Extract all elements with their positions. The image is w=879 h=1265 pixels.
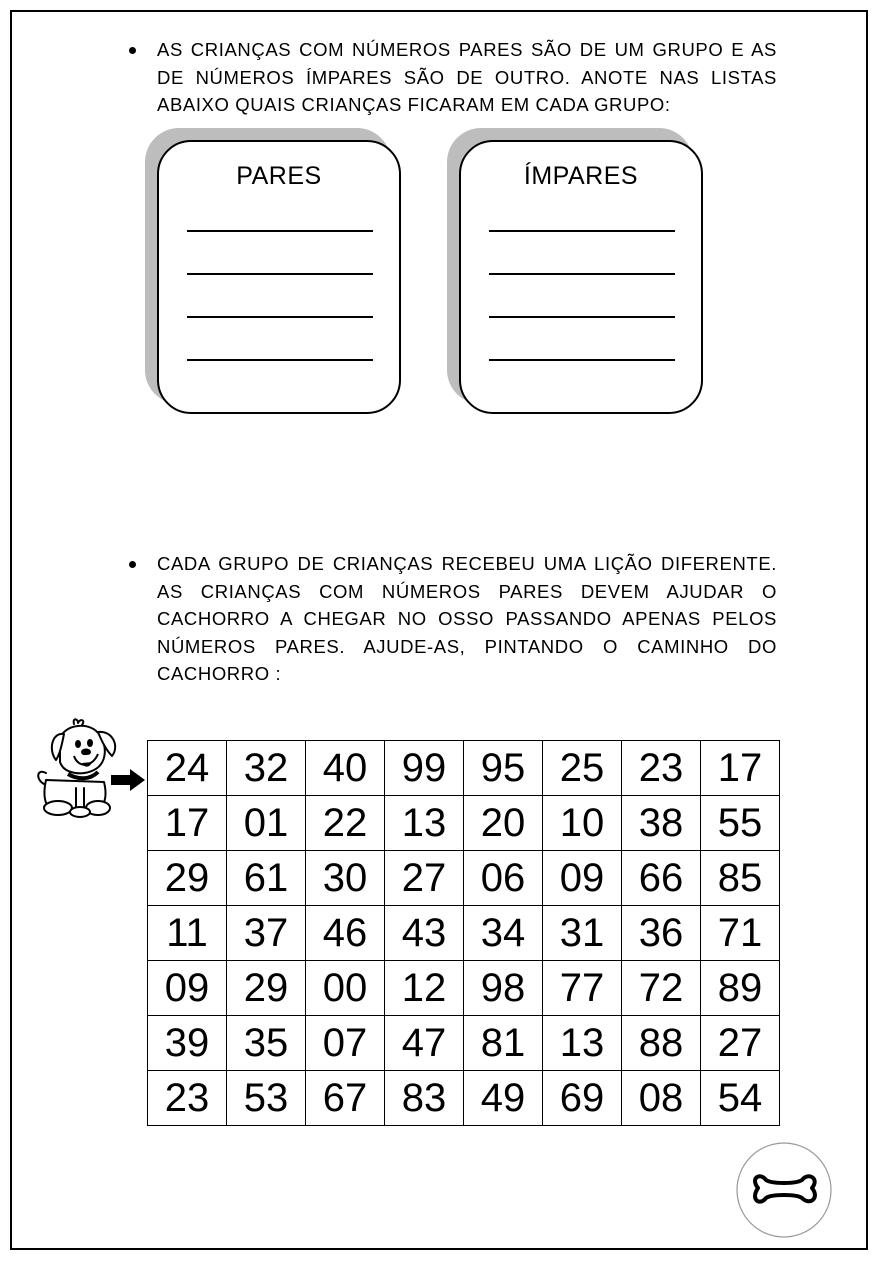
instruction-1 — [157, 36, 777, 119]
answer-line[interactable] — [489, 273, 675, 275]
odd-list-title: ÍMPARES — [523, 162, 639, 190]
maze-cell[interactable]: 08 — [622, 1071, 701, 1126]
maze-cell[interactable]: 27 — [701, 1016, 780, 1071]
instruction-1-text: AS CRIANÇAS COM NÚMEROS PARES SÃO DE UM GRUPO E AS DE NÚMEROS ÍMPARES SÃO DE OUTRO. ANOTE NAS LISTAS ABAIXO QUAIS CRIANÇAS FICARAM EM CADA GRUPO: — [157, 39, 777, 115]
maze-cell[interactable]: 54 — [701, 1071, 780, 1126]
maze-cell[interactable]: 23 — [148, 1071, 227, 1126]
bone-icon — [736, 1140, 836, 1240]
maze-cell[interactable]: 25 — [543, 741, 622, 796]
maze-cell[interactable]: 71 — [701, 906, 780, 961]
maze-cell[interactable]: 61 — [227, 851, 306, 906]
answer-line[interactable] — [187, 316, 373, 318]
maze-row — [148, 796, 780, 851]
number-maze — [147, 740, 780, 1126]
maze-cell[interactable]: 29 — [227, 961, 306, 1016]
maze-cell[interactable]: 29 — [148, 851, 227, 906]
maze-cell[interactable]: 24 — [148, 741, 227, 796]
maze-cell[interactable]: 39 — [148, 1016, 227, 1071]
bullet-icon — [129, 47, 136, 54]
maze-cell[interactable]: 69 — [543, 1071, 622, 1126]
maze-cell[interactable]: 88 — [622, 1016, 701, 1071]
maze-cell[interactable]: 22 — [306, 796, 385, 851]
maze-cell[interactable]: 17 — [148, 796, 227, 851]
even-list-box — [157, 140, 417, 430]
maze-cell[interactable]: 55 — [701, 796, 780, 851]
maze-cell[interactable]: 09 — [148, 961, 227, 1016]
maze-row — [148, 1016, 780, 1071]
maze-cell[interactable]: 13 — [543, 1016, 622, 1071]
maze-cell[interactable]: 30 — [306, 851, 385, 906]
maze-row — [148, 906, 780, 961]
instruction-2-text: CADA GRUPO DE CRIANÇAS RECEBEU UMA LIÇÃO DIFERENTE. AS CRIANÇAS COM NÚMEROS PARES DEVEM AJUDAR O CACHORRO A CHEGAR NO OSSO PASSANDO APENAS PELOS NÚMEROS PARES. AJUDE-AS, PINTANDO O CAMINHO DO CACHORRO : — [157, 553, 777, 684]
answer-line[interactable] — [187, 359, 373, 361]
maze-cell[interactable]: 98 — [464, 961, 543, 1016]
maze-cell[interactable]: 06 — [464, 851, 543, 906]
maze-cell[interactable]: 37 — [227, 906, 306, 961]
maze-row — [148, 851, 780, 906]
maze-cell[interactable]: 83 — [385, 1071, 464, 1126]
maze-cell[interactable]: 38 — [622, 796, 701, 851]
maze-cell[interactable]: 35 — [227, 1016, 306, 1071]
maze-cell[interactable]: 72 — [622, 961, 701, 1016]
maze-cell[interactable]: 12 — [385, 961, 464, 1016]
maze-cell[interactable]: 23 — [622, 741, 701, 796]
maze-cell[interactable]: 67 — [306, 1071, 385, 1126]
even-list-title: PARES — [236, 162, 322, 190]
maze-cell[interactable]: 13 — [385, 796, 464, 851]
dog-icon — [34, 718, 120, 818]
bullet-icon — [129, 561, 136, 568]
answer-line[interactable] — [187, 230, 373, 232]
answer-line[interactable] — [489, 359, 675, 361]
maze-cell[interactable]: 40 — [306, 741, 385, 796]
arrow-right-icon — [110, 768, 146, 792]
answer-line[interactable] — [187, 273, 373, 275]
maze-cell[interactable]: 20 — [464, 796, 543, 851]
maze-cell[interactable]: 27 — [385, 851, 464, 906]
maze-cell[interactable]: 85 — [701, 851, 780, 906]
maze-cell[interactable]: 01 — [227, 796, 306, 851]
maze-cell[interactable]: 32 — [227, 741, 306, 796]
maze-cell[interactable]: 07 — [306, 1016, 385, 1071]
maze-cell[interactable]: 36 — [622, 906, 701, 961]
answer-line[interactable] — [489, 316, 675, 318]
maze-row — [148, 1071, 780, 1126]
maze-cell[interactable]: 17 — [701, 741, 780, 796]
maze-cell[interactable]: 31 — [543, 906, 622, 961]
maze-cell[interactable]: 89 — [701, 961, 780, 1016]
maze-cell[interactable]: 46 — [306, 906, 385, 961]
maze-cell[interactable]: 66 — [622, 851, 701, 906]
maze-cell[interactable]: 10 — [543, 796, 622, 851]
maze-cell[interactable]: 11 — [148, 906, 227, 961]
maze-cell[interactable]: 53 — [227, 1071, 306, 1126]
maze-cell[interactable]: 81 — [464, 1016, 543, 1071]
maze-row — [148, 741, 780, 796]
maze-row — [148, 961, 780, 1016]
odd-list-box — [459, 140, 719, 430]
maze-cell[interactable]: 49 — [464, 1071, 543, 1126]
maze-cell[interactable]: 95 — [464, 741, 543, 796]
answer-line[interactable] — [489, 230, 675, 232]
maze-cell[interactable]: 09 — [543, 851, 622, 906]
maze-cell[interactable]: 43 — [385, 906, 464, 961]
maze-cell[interactable]: 77 — [543, 961, 622, 1016]
maze-cell[interactable]: 99 — [385, 741, 464, 796]
instruction-2 — [157, 550, 777, 688]
maze-cell[interactable]: 47 — [385, 1016, 464, 1071]
maze-cell[interactable]: 00 — [306, 961, 385, 1016]
maze-cell[interactable]: 34 — [464, 906, 543, 961]
